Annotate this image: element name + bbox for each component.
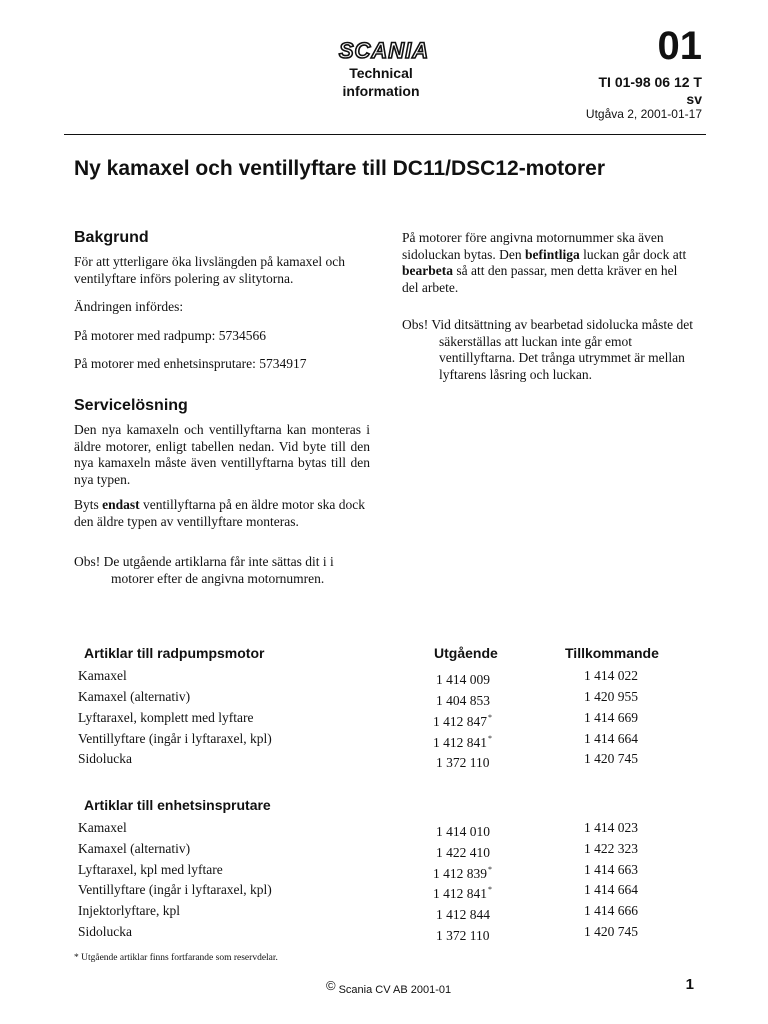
table-row <box>78 922 698 942</box>
column-header-utgaende: Utgående <box>434 645 498 661</box>
table-row <box>78 729 698 749</box>
table-row <box>78 708 698 728</box>
article-out: 1 414 009 <box>436 672 490 687</box>
article-name: Injektorlyftare, kpl <box>78 903 180 918</box>
article-out: 1 422 410 <box>436 845 490 860</box>
table-row <box>78 749 698 769</box>
column-header-tillkommande: Tillkommande <box>565 645 659 661</box>
table1-heading: Artiklar till radpumpsmotor <box>84 645 265 661</box>
copyright-text: Scania CV AB 2001-01 <box>338 984 452 996</box>
article-out: 1 412 839 <box>433 866 487 881</box>
background-text: För att ytterligare öka livslängden på kamaxel och ventilyftare införs polering av slitytorna. <box>74 254 346 286</box>
article-out: 1 412 844 <box>436 907 490 922</box>
sidelucka-bold-bearbeta: bearbeta <box>402 263 453 278</box>
article-name: Ventillyftare (ingår i lyftaraxel, kpl) <box>78 882 272 897</box>
article-name: Ventillyftare (ingår i lyftaraxel, kpl) <box>78 731 272 746</box>
article-out: 1 412 841 <box>433 886 487 901</box>
article-in: 1 422 323 <box>584 841 638 856</box>
page-number: 1 <box>685 976 694 993</box>
technical-information-label <box>330 64 432 100</box>
article-name: Kamaxel <box>78 668 127 683</box>
document-number: 01 <box>657 24 702 68</box>
table-row <box>78 880 698 900</box>
article-out: 1 414 010 <box>436 824 490 839</box>
article-in: 1 420 955 <box>584 689 638 704</box>
article-out: 1 404 853 <box>436 693 490 708</box>
service-text-1: Den nya kamaxeln och ventillyftarna kan monteras i äldre motorer, enligt tabellen nedan. Vid byte till den nya kamaxeln måste även ventillyftarna bytas till den nya typen. <box>74 422 370 487</box>
article-name: Kamaxel (alternativ) <box>78 841 191 856</box>
article-name: Sidolucka <box>78 751 132 766</box>
document-title: Ny kamaxel och ventillyftare till DC11/DSC12-motorer <box>74 157 606 180</box>
footnote-marker: * <box>488 865 492 874</box>
sidelucka-text <box>402 230 694 296</box>
language-code: sv <box>686 91 702 107</box>
article-name: Kamaxel (alternativ) <box>78 689 191 704</box>
change-enhetsinsprutare: På motorer med enhetsinsprutare: 5734917 <box>74 356 307 371</box>
article-in: 1 420 745 <box>584 751 638 766</box>
footnote: * Utgående artiklar finns fortfarande som reservdelar. <box>74 953 278 963</box>
table2-heading: Artiklar till enhetsinsprutare <box>84 797 271 813</box>
change-intro: Ändringen infördes: <box>74 299 184 314</box>
sidelucka-text-c: så att den passar, men detta kräver en hel del arbete. <box>402 263 678 295</box>
article-in: 1 414 663 <box>584 862 638 877</box>
service-text-2-post: ventillyftarna på en äldre motor ska dock den äldre typen av ventillyftare monteras. <box>74 497 365 529</box>
service-text-2-pre: Byts <box>74 497 103 512</box>
footnote-marker: * <box>488 885 492 894</box>
article-in: 1 414 664 <box>584 882 638 897</box>
copyright-symbol: © <box>326 978 336 993</box>
techinfo-line-1: Technical <box>349 65 413 81</box>
ti-reference: TI 01-98 06 12 T <box>598 74 702 90</box>
table-row <box>78 901 698 921</box>
scania-logo-icon <box>318 38 450 62</box>
table-row <box>78 818 698 838</box>
sidelucka-text-b: luckan går dock att <box>579 246 687 262</box>
service-heading: Servicelösning <box>74 397 188 414</box>
article-out: 1 412 847 <box>433 714 487 729</box>
sidelucka-text-a: På motorer före angivna motornummer ska även sidoluckan bytas. Den <box>402 230 664 262</box>
table-row <box>78 839 698 859</box>
article-in: 1 414 669 <box>584 710 638 725</box>
obs-note-left: Obs! De utgående artiklarna får inte sättas dit i i motorer efter de angivna motornumren. <box>74 554 334 586</box>
table-row <box>78 666 698 686</box>
article-name: Lyftaraxel, komplett med lyftare <box>78 710 254 725</box>
background-heading: Bakgrund <box>74 229 149 246</box>
table-row <box>78 860 698 880</box>
change-radpump: På motorer med radpump: 5734566 <box>74 328 266 343</box>
edition-date: Utgåva 2, 2001-01-17 <box>585 107 702 121</box>
article-in: 1 414 664 <box>584 731 638 746</box>
footnote-marker: * <box>488 734 492 743</box>
footnote-marker: * <box>488 713 492 722</box>
scania-logo <box>318 38 450 62</box>
article-out: 1 412 841 <box>433 735 487 750</box>
techinfo-line-2: information <box>342 83 420 99</box>
sidelucka-bold-befintliga: befintliga <box>524 246 580 262</box>
article-in: 1 414 666 <box>584 903 638 918</box>
header-divider <box>64 134 706 135</box>
article-in: 1 414 023 <box>584 820 638 835</box>
svg-text:SCANIA: SCANIA <box>338 38 430 62</box>
article-out: 1 372 110 <box>436 928 490 943</box>
copyright <box>326 978 451 998</box>
service-text-2-bold: endast <box>102 497 140 512</box>
obs-note-right: Obs! Vid ditsättning av bearbetad sidolucka måste det säkerställas att luckan inte går emot ventillyftarna. Det trånga utrymmet är mellan lyftarens låsring och luckan. <box>402 317 693 382</box>
article-name: Sidolucka <box>78 924 132 939</box>
service-text-2 <box>74 497 370 530</box>
article-out: 1 372 110 <box>436 755 490 770</box>
article-name: Kamaxel <box>78 820 127 835</box>
article-in: 1 414 022 <box>584 668 638 683</box>
table-row <box>78 687 698 707</box>
article-in: 1 420 745 <box>584 924 638 939</box>
article-name: Lyftaraxel, kpl med lyftare <box>78 862 223 877</box>
